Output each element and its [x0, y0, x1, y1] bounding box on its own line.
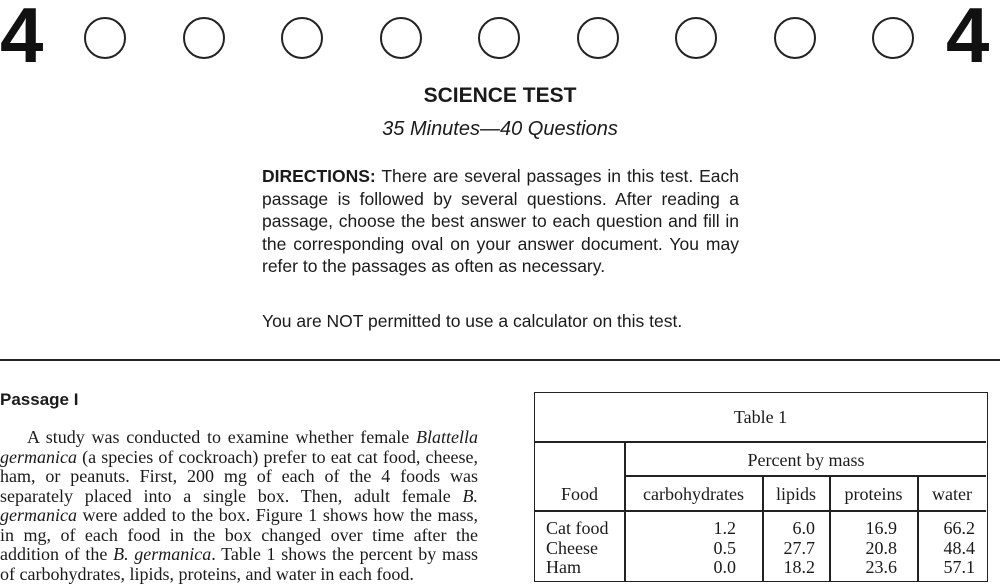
- answer-oval: [183, 17, 225, 59]
- species-name: B. germanica: [113, 544, 212, 564]
- table-cell-carbohydrates: 0.0: [713, 557, 736, 577]
- passage-text-segment: (a species of cockroach) prefer to eat cat food, cheese, ham, or peanuts. First, 200 mg of each of the 4 foods was separately placed into a single box. Then, adult female: [0, 446, 478, 506]
- table-row-header: Food: [560, 484, 598, 504]
- table-cell-proteins: 23.6: [865, 557, 897, 577]
- table-rule: [535, 510, 986, 512]
- table-rule: [535, 441, 986, 443]
- table-cell-lipids: 27.7: [783, 537, 815, 558]
- passage-text-segment: . Table 1 shows the percent by mass of carbohydrates, lipids, proteins, and water in each food.: [0, 544, 479, 584]
- answer-oval: [281, 17, 323, 59]
- table-group-header: Percent by mass: [747, 450, 865, 470]
- directions-paragraph: [262, 165, 739, 278]
- passage-text-segment: A study was conducted to examine whether female: [0, 427, 416, 447]
- answer-oval: [675, 17, 717, 59]
- table-cell-water: 48.4: [943, 537, 975, 558]
- table-1: [534, 392, 988, 582]
- column-header-water: water: [932, 484, 972, 504]
- calculator-note: You are NOT permitted to use a calculator on this test.: [262, 311, 683, 331]
- section-number-right: 4: [946, 0, 990, 79]
- table-caption: Table 1: [733, 407, 788, 427]
- table-cell-carbohydrates: 1.2: [713, 518, 736, 538]
- answer-oval: [478, 17, 520, 59]
- table-food-name: Cat food: [546, 518, 609, 538]
- species-name: B. germanica: [0, 485, 478, 525]
- answer-oval: [577, 17, 619, 59]
- table-cell-carbohydrates: 0.5: [713, 537, 736, 558]
- answer-oval: [380, 17, 422, 59]
- column-header-proteins: proteins: [844, 484, 903, 504]
- section-number-left: 4: [0, 0, 44, 79]
- directions-text: There are several passages in this test. Each passage is followed by several questions. After reading a passage, choose the best answer to each question and fill in the corresponding oval on your answer document. You may refer to the passages as often as necessary.: [262, 166, 739, 277]
- column-header-carbohydrates: carbohydrates: [643, 484, 744, 504]
- answer-oval: [872, 17, 914, 59]
- table-cell-lipids: 18.2: [783, 557, 815, 577]
- table-food-name: Cheese: [546, 537, 598, 558]
- answer-oval-row: [0, 17, 1000, 67]
- answer-oval: [774, 17, 816, 59]
- table-cell-water: 66.2: [943, 518, 975, 538]
- answer-oval: [84, 17, 126, 59]
- table-rule: [625, 475, 986, 477]
- test-subtitle: 35 Minutes—40 Questions: [382, 118, 618, 140]
- passage-body: [0, 428, 478, 584]
- passage-title: Passage I: [0, 390, 79, 409]
- passage-text-segment: were added to the box. Figure 1 shows how the mass, in mg, of each food in the box changed over time after the addition of the: [0, 505, 478, 564]
- table-cell-lipids: 6.0: [792, 518, 815, 538]
- table-cell-proteins: 20.8: [865, 537, 897, 558]
- directions-label: DIRECTIONS:: [262, 166, 376, 186]
- species-name: Blattella germanica: [0, 427, 478, 467]
- test-title: SCIENCE TEST: [423, 84, 577, 107]
- column-header-lipids: lipids: [775, 484, 816, 504]
- table-cell-water: 57.1: [943, 557, 975, 577]
- table-food-name: Ham: [546, 557, 581, 577]
- table-cell-proteins: 16.9: [865, 518, 897, 538]
- section-divider: [0, 359, 1000, 361]
